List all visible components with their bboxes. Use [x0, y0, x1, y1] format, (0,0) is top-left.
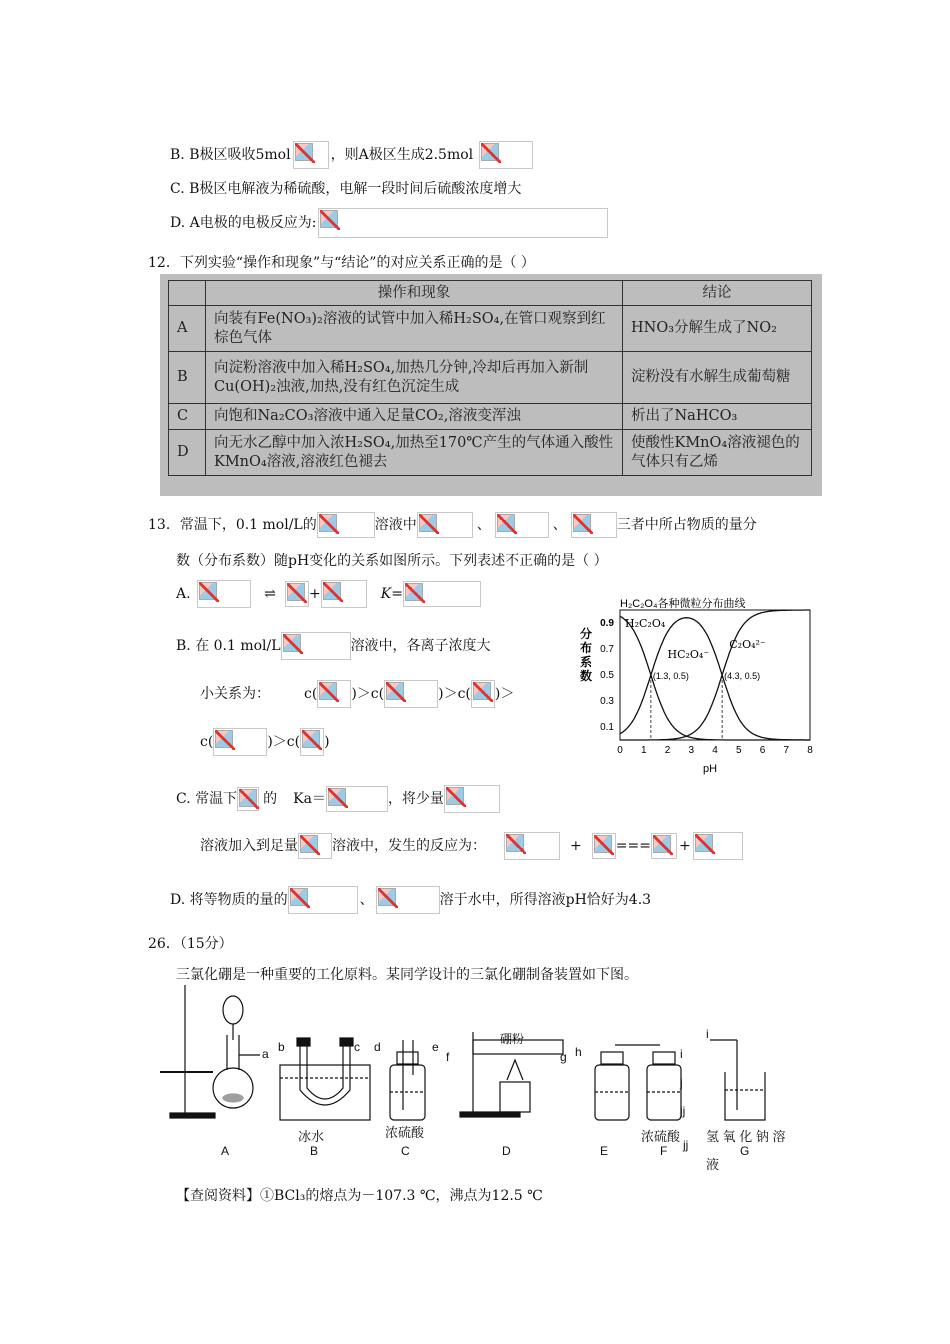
- apparatus-c: [390, 1040, 425, 1120]
- port-label-a: a: [262, 1047, 269, 1061]
- row-operation: 向淀粉溶液中加入稀H₂SO₄,加热几分钟,冷却后再加入新制Cu(OH)₂浊液,加热,没有红色沉淀生成: [206, 352, 623, 404]
- port-label-e: e: [432, 1040, 439, 1054]
- conc-acid-label-f: 浓硫酸: [641, 1129, 681, 1144]
- x-tick-label: 4: [712, 745, 718, 756]
- q11-option-b: B. B极区吸收5mol ，则A极区生成2.5mol: [170, 141, 533, 169]
- formula-image: [384, 680, 438, 708]
- port-label-h: h: [575, 1045, 582, 1059]
- formula-image: [317, 512, 375, 538]
- row-conclusion: 使酸性KMnO₄溶液褪色的气体只有乙烯: [623, 430, 812, 476]
- q26-stem: 26．（15分）: [148, 936, 233, 952]
- formula-image: [571, 512, 617, 538]
- formula-image: [317, 680, 351, 708]
- formula-image: [495, 512, 549, 538]
- apparatus-label-e: E: [600, 1144, 609, 1158]
- port-label-j: j: [680, 1076, 683, 1090]
- row-operation: 向装有Fe(NO₃)₂溶液的试管中加入稀H₂SO₄,在管口观察到红棕色气体: [206, 306, 623, 352]
- y-tick-label: 0.5: [600, 670, 614, 681]
- formula-image: [300, 728, 324, 756]
- port-label-i: i: [680, 1047, 683, 1061]
- x-tick-label: 1: [640, 745, 647, 756]
- x-tick-label: 8: [807, 745, 813, 756]
- q13-option-b-line3: c( )＞c( ): [200, 728, 330, 756]
- naoh-label-line1: 氢 氧 化 钠 溶: [706, 1129, 786, 1144]
- formula-image: [281, 632, 351, 660]
- y-tick-label: 0.9: [600, 618, 614, 629]
- svg-text:分: 分: [580, 627, 593, 641]
- formula-image: [298, 833, 332, 859]
- row-conclusion: 析出了NaHCO₃: [623, 404, 812, 430]
- formula-image: [321, 580, 367, 608]
- distribution-chart: [570, 590, 830, 780]
- series-line: [620, 618, 810, 740]
- x-tick-label: 0: [617, 745, 623, 756]
- formula-image: [197, 580, 251, 608]
- row-label: A: [169, 306, 206, 352]
- formula-image: [213, 728, 267, 756]
- q11-option-d: D. A电极的电极反应为:: [170, 208, 608, 238]
- formula-image: [417, 512, 473, 538]
- formula-image: [479, 141, 533, 169]
- formula-image: [326, 786, 388, 812]
- port-label-g: g: [560, 1050, 567, 1064]
- x-axis-label: pH: [703, 763, 718, 775]
- apparatus-a: [160, 985, 260, 1118]
- table-header-operation: 操作和现象: [206, 281, 623, 306]
- point-annotation: (4.3, 0.5): [724, 671, 761, 681]
- q13-option-c-line1: C. 常温下 的 Ka＝ ，将少量: [176, 785, 500, 813]
- row-conclusion: 淀粉没有水解生成葡萄糖: [623, 352, 812, 404]
- apparatus-f: [615, 1045, 681, 1120]
- naoh-label-line2: 液: [706, 1157, 720, 1172]
- y-tick-label: 0.3: [600, 696, 614, 707]
- y-tick-label: 0.1: [600, 722, 614, 733]
- q13-stem-line2: 数（分布系数）随pH变化的关系如图所示。下列表述不正确的是（ ）: [176, 553, 608, 569]
- formula-image: [403, 581, 481, 607]
- q26-data: 【查阅资料】①BCl₃的熔点为－107.3 ℃，沸点为12.5 ℃: [176, 1188, 543, 1204]
- port-label-jj-2: jj: [683, 1138, 689, 1152]
- port-label-d: d: [374, 1040, 381, 1054]
- x-tick-label: 7: [783, 745, 790, 756]
- apparatus-label-a: A: [221, 1144, 230, 1158]
- formula-image: [592, 833, 616, 859]
- formula-image: [285, 581, 309, 607]
- point-annotation: (1.3, 0.5): [652, 671, 689, 681]
- row-label: D: [169, 430, 206, 476]
- svg-text:数: 数: [580, 669, 593, 683]
- apparatus-label-c: C: [401, 1144, 410, 1158]
- series-label: C₂O₄²⁻: [729, 638, 766, 651]
- q13-option-a: A. ⇌ + K=: [176, 580, 481, 608]
- formula-image: [651, 833, 677, 859]
- q13-option-d: D. 将等物质的量的 、 溶于水中，所得溶液pH恰好为4.3: [170, 886, 651, 914]
- x-tick-label: 3: [688, 745, 695, 756]
- series-line: [620, 616, 810, 740]
- formula-image: [444, 785, 500, 813]
- series-label: HC₂O₄⁻: [667, 648, 710, 661]
- apparatus-e: [595, 1052, 629, 1120]
- svg-text:布: 布: [580, 641, 593, 655]
- apparatus-label-d: D: [502, 1144, 511, 1158]
- y-tick-label: 0.7: [600, 644, 614, 655]
- q13-stem-line1: 13．常温下，0.1 mol/L的 溶液中 、 、 三者中所占物质的量分: [148, 512, 757, 538]
- svg-text:系: 系: [580, 655, 593, 669]
- series-label: H₂C₂O₄: [625, 617, 666, 630]
- formula-image: [504, 832, 560, 860]
- formula-image: [293, 141, 329, 169]
- conc-acid-label-c: 浓硫酸: [385, 1125, 425, 1140]
- port-label-b: b: [278, 1040, 285, 1054]
- x-tick-label: 2: [664, 745, 671, 756]
- boron-powder-label: 硼粉: [500, 1032, 525, 1046]
- apparatus-label-f: F: [660, 1144, 668, 1158]
- formula-image: [237, 787, 259, 811]
- row-operation: 向饱和Na₂CO₃溶液中通入足量CO₂,溶液变浑浊: [206, 404, 623, 430]
- q13-option-c-line2: 溶液加入到足量 溶液中，发生的反应为： + === +: [200, 832, 743, 860]
- x-tick-label: 5: [735, 745, 742, 756]
- q12-table-scan: [160, 274, 822, 496]
- formula-image: [693, 832, 743, 860]
- apparatus-label-g: G: [740, 1144, 750, 1158]
- port-label-top-i: i: [706, 1027, 709, 1041]
- x-tick-label: 6: [759, 745, 766, 756]
- row-operation: 向无水乙醇中加入浓H₂SO₄,加热至170℃产生的气体通入酸性KMnO₄溶液,溶液红色褪去: [206, 430, 623, 476]
- y-axis-label: [580, 626, 592, 683]
- table-header-conclusion: 结论: [623, 281, 812, 306]
- q26-intro: 三氯化硼是一种重要的工化原料。某同学设计的三氯化硼制备装置如下图。: [176, 967, 638, 983]
- chart-title: H₂C₂O₄各种微粒分布曲线: [620, 598, 746, 610]
- q11-option-c: C. B极区电解液为稀硫酸，电解一段时间后硫酸浓度增大: [170, 181, 522, 197]
- apparatus-g: [710, 1040, 765, 1120]
- row-label: B: [169, 352, 206, 404]
- ice-water-label: 冰水: [298, 1129, 325, 1144]
- q12-table: [168, 280, 812, 476]
- q12-stem: 12．下列实验“操作和现象”与“结论”的对应关系正确的是（ ）: [148, 255, 535, 271]
- formula-image: [471, 680, 495, 708]
- equilibrium-arrow-icon: ⇌: [264, 586, 276, 602]
- q13-option-b-line1: B. 在 0.1 mol/L 溶液中，各离子浓度大: [176, 632, 491, 660]
- row-label: C: [169, 404, 206, 430]
- formula-image: [288, 886, 358, 914]
- port-label-f: f: [446, 1050, 450, 1064]
- port-label-c: c: [354, 1040, 360, 1054]
- q13-option-b-line2: 小关系为： c( )＞c( )＞c( )＞: [200, 680, 514, 708]
- table-header-blank: [169, 281, 206, 306]
- formula-image: [376, 886, 440, 914]
- port-label-jj: jj: [680, 1104, 686, 1118]
- row-conclusion: HNO₃分解生成了NO₂: [623, 306, 812, 352]
- apparatus-label-b: B: [310, 1144, 319, 1158]
- formula-image: [318, 208, 608, 238]
